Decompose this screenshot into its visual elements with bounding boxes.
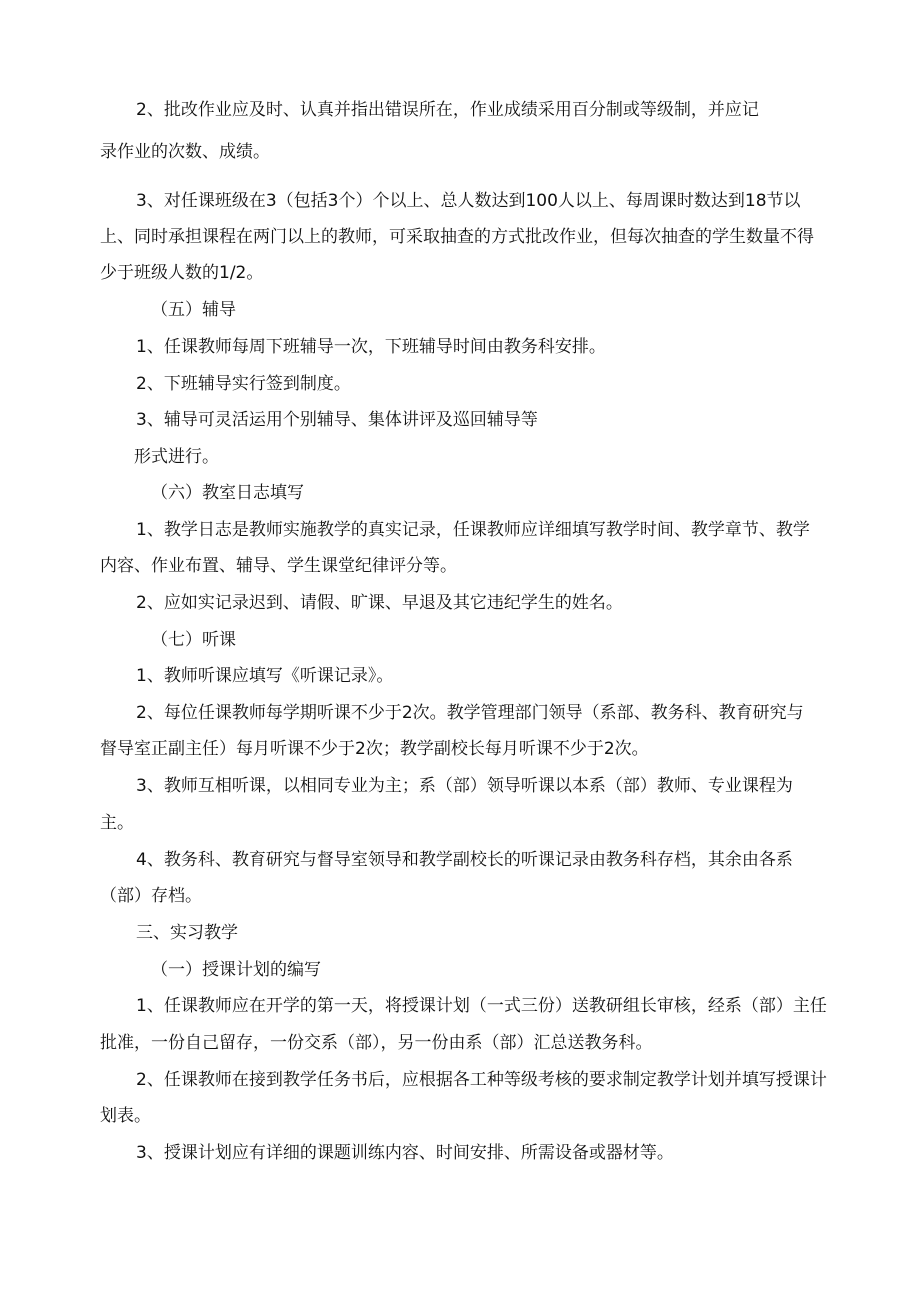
text-line: 督导室正副主任）每月听课不少于2次；教学副校长每月听课不少于2次。 [100, 739, 649, 759]
text-line: 2、批改作业应及时、认真并指出错误所在，作业成绩采用百分制或等级制，并应记 [136, 100, 759, 120]
text-line: 2、应如实记录迟到、请假、旷课、早退及其它违纪学生的姓名。 [136, 593, 623, 613]
section-heading: （五）辅导 [151, 300, 236, 320]
text-line: 1、教师听课应填写《听课记录》。 [136, 666, 394, 686]
text-line: 批准，一份自己留存，一份交系（部），另一份由系（部）汇总送教务科。 [100, 1033, 653, 1053]
text-line: 3、辅导可灵活运用个别辅导、集体讲评及巡回辅导等 [136, 410, 538, 430]
text-line: 内容、作业布置、辅导、学生课堂纪律评分等。 [100, 556, 457, 576]
text-line: 2、任课教师在接到教学任务书后，应根据各工种等级考核的要求制定教学计划并填写授课计 [136, 1070, 827, 1090]
text-line: 3、对任课班级在3（包括3个）个以上、总人数达到100人以上、每周课时数达到18节以 [136, 191, 801, 211]
text-line: 少于班级人数的1/2。 [100, 263, 264, 283]
text-line: 3、授课计划应有详细的课题训练内容、时间安排、所需设备或器材等。 [136, 1143, 674, 1163]
text-line: 主。 [100, 813, 134, 833]
section-heading: （七）听课 [151, 630, 236, 650]
text-line: 划表。 [100, 1106, 151, 1126]
text-line: 2、每位任课教师每学期听课不少于2次。教学管理部门领导（系部、教务科、教育研究与 [136, 703, 804, 723]
text-line: 4、教务科、教育研究与督导室领导和教学副校长的听课记录由教务科存档，其余由各系 [136, 850, 793, 870]
text-line: 上、同时承担课程在两门以上的教师，可采取抽查的方式批改作业，但每次抽查的学生数量不得 [100, 227, 814, 247]
text-line: 1、任课教师应在开学的第一天，将授课计划（一式三份）送教研组长审核，经系（部）主任 [136, 996, 827, 1016]
text-line: 1、教学日志是教师实施教学的真实记录，任课教师应详细填写教学时间、教学章节、教学 [136, 520, 810, 540]
section-heading: 三、实习教学 [136, 923, 238, 943]
text-line: （部）存档。 [100, 886, 202, 906]
section-heading: （六）教室日志填写 [151, 483, 304, 503]
text-line: 3、教师互相听课，以相同专业为主；系（部）领导听课以本系（部）教师、专业课程为 [136, 776, 793, 796]
text-line: 录作业的次数、成绩。 [100, 142, 270, 162]
section-heading: （一）授课计划的编写 [151, 960, 321, 980]
text-line: 形式进行。 [134, 447, 219, 467]
text-line: 2、下班辅导实行签到制度。 [136, 374, 351, 394]
text-line: 1、任课教师每周下班辅导一次，下班辅导时间由教务科安排。 [136, 337, 606, 357]
